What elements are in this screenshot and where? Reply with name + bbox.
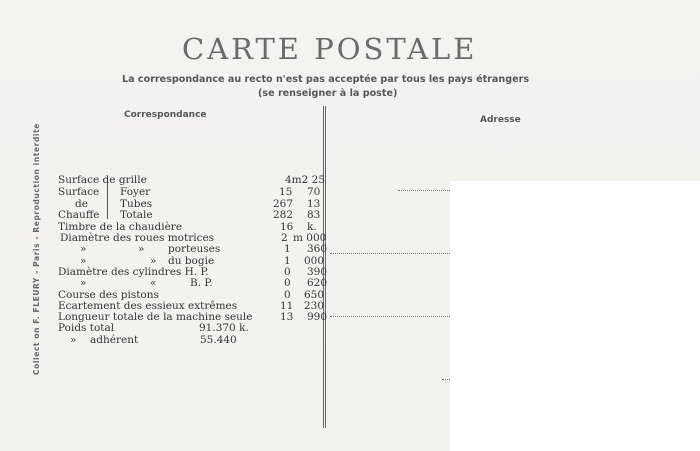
spec-value: 0 — [284, 277, 291, 289]
spec-value: 16 — [280, 221, 294, 233]
spec-value: m 000 — [293, 232, 327, 244]
address-line-1 — [398, 190, 450, 191]
spec-label: Poids total — [58, 322, 115, 334]
ditto-mark: » — [80, 243, 87, 255]
card-title: CARTE POSTALE — [182, 32, 478, 66]
notice-line-2: (se renseigner à la poste) — [258, 88, 398, 99]
spec-value: 000 — [304, 255, 325, 267]
spec-value: 1 — [284, 243, 291, 255]
spec-value: 990 — [307, 311, 328, 323]
spec-value: k. — [307, 221, 317, 233]
spec-label: Longueur totale de la machine seule — [58, 311, 253, 323]
spec-label: Surface de grille — [58, 174, 147, 186]
correspondance-label: Correspondance — [124, 110, 207, 120]
spec-value: 4m2 25 — [285, 174, 326, 186]
spec-label: adhérent — [90, 334, 139, 346]
spec-value: 11 — [280, 300, 294, 312]
spec-value: 360 — [307, 243, 328, 255]
spec-value: 650 — [304, 289, 325, 301]
ditto-mark: » — [150, 255, 157, 267]
group-brace — [107, 183, 108, 219]
address-line-4 — [442, 379, 450, 380]
spec-value: 1 — [284, 255, 291, 267]
spec-value: 267 — [273, 198, 294, 210]
spec-value: 620 — [307, 277, 328, 289]
spec-value: 55.440 — [200, 334, 237, 346]
spec-value: 70 — [307, 186, 321, 198]
spec-label: Diamètre des roues motrices — [60, 232, 215, 244]
spec-label: du bogie — [168, 255, 215, 267]
spec-label: Tubes — [120, 198, 153, 210]
spec-value: 390 — [307, 266, 328, 278]
spec-label: Totale — [120, 209, 153, 221]
spec-value: 2 — [281, 232, 288, 244]
spec-label: Course des pistons — [58, 289, 159, 301]
ditto-mark: » — [80, 277, 87, 289]
address-line-3 — [330, 316, 450, 317]
spec-value: 13 — [307, 198, 321, 210]
notice-line-1: La correspondance au recto n'est pas acceptée par tous les pays étrangers — [122, 74, 530, 85]
address-line-2 — [330, 253, 450, 254]
spec-value: 13 — [280, 311, 294, 323]
spec-value: 15 — [279, 186, 293, 198]
ditto-mark: « — [150, 277, 157, 289]
spec-value: 83 — [307, 209, 321, 221]
spec-group-label: de — [75, 198, 88, 210]
spec-group-label: Surface — [58, 186, 100, 198]
publisher-side-text: Collect on F. FLEURY - Paris - Reproduction interdite — [32, 123, 41, 375]
spec-value: 0 — [284, 266, 291, 278]
spec-label: Diamètre des cylindres H. P. — [58, 266, 209, 278]
spec-label: Foyer — [120, 186, 151, 198]
ditto-mark: » — [80, 255, 87, 267]
ditto-mark: » — [70, 334, 77, 346]
spec-value: 0 — [284, 289, 291, 301]
spec-label: Timbre de la chaudière — [58, 221, 183, 233]
spec-value: 282 — [273, 209, 294, 221]
ditto-mark: » — [138, 243, 145, 255]
spec-label: porteuses — [168, 243, 221, 255]
spec-label: Ecartement des essieux extrêmes — [58, 300, 238, 312]
adresse-label: Adresse — [480, 115, 521, 125]
spec-label: B. P. — [190, 277, 213, 289]
spec-value: 230 — [304, 300, 325, 312]
spec-group-label: Chauffe — [58, 209, 100, 221]
blank-region — [450, 181, 700, 451]
spec-value: 91.370 k. — [199, 322, 249, 334]
